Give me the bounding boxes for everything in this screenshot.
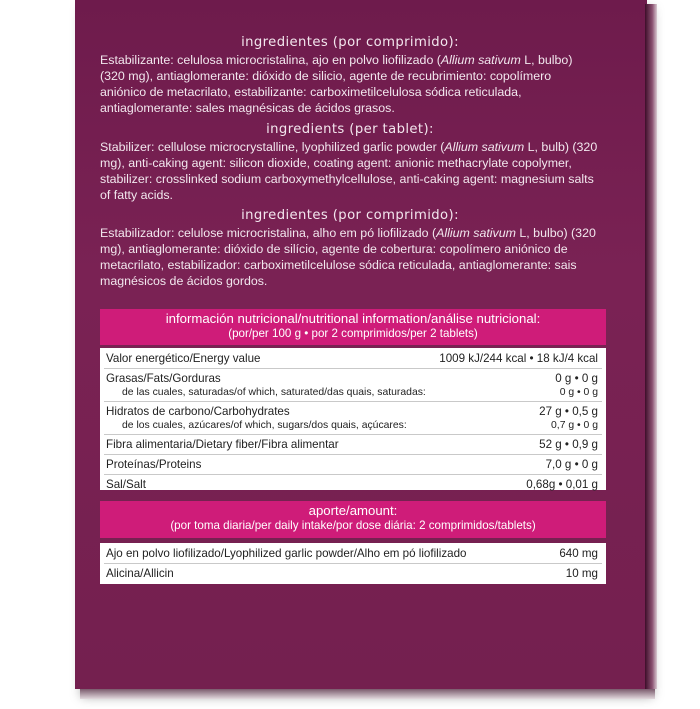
divider [104, 474, 602, 475]
amount-header [100, 501, 606, 538]
row-label: Fibra alimentaria/Dietary fiber/Fibra alimentar [106, 438, 339, 451]
row-value: 7,0 g • 0 g [545, 458, 598, 471]
table-row [100, 566, 606, 581]
nutrition-table [100, 348, 606, 490]
row-value: 0 g • 0 g [559, 387, 598, 398]
table-row [100, 386, 606, 399]
section-text [100, 52, 600, 116]
table-row [100, 351, 606, 366]
nutrition-title: información nutricional/nutritional information/análise nutricional: [165, 311, 541, 326]
text-post: L, bulbo) (320 mg), antiaglomerante: dióxido de silicio, agente de recubrimiento: copolímero aniónico de metacrilato, estabilizante: carboximetilcelulosa sódica reticulada, antiaglomerante: sales magnésicas de ácidos grasos. [100, 53, 573, 115]
text-pre: Estabilizador: celulose microcristalina, alho em pó liofilizado ( [100, 226, 437, 240]
nutrition-header [100, 309, 606, 345]
table-row [100, 404, 606, 419]
section-title: ingredients (per tablet): [266, 122, 434, 137]
divider [104, 368, 602, 369]
row-label: Hidratos de carbono/Carbohydrates [106, 405, 290, 418]
divider [104, 434, 602, 435]
row-label: Valor energético/Energy value [106, 352, 261, 365]
table-row [100, 437, 606, 452]
section-title: ingredientes (por comprimido): [241, 208, 459, 223]
species-name: Allium sativum [444, 140, 525, 154]
divider [104, 401, 602, 402]
amount-table [100, 543, 606, 584]
ingredients-en [100, 122, 600, 203]
ingredients-es [100, 35, 600, 116]
divider [104, 454, 602, 455]
row-value: 0,68g • 0,01 g [526, 478, 598, 491]
nutrition-subtitle: (por/per 100 g • por 2 comprimidos/per 2 tablets) [228, 327, 478, 340]
table-row [100, 419, 606, 432]
section-text [100, 225, 600, 289]
text-post: L, bulb) (320 mg), anti-caking agent: silicon dioxide, coating agent: anionic methacrylate copolymer, stabilizer: crosslinked sodium carboxymethylcellulose, anti-caking agent: magnesium salts of fatty acids. [100, 140, 598, 202]
ingredients-pt [100, 208, 600, 289]
row-value: 27 g • 0,5 g [539, 405, 598, 418]
row-value: 640 mg [559, 547, 598, 560]
box-bottom-edge [80, 689, 655, 699]
row-label: Ajo en polvo liofilizado/Lyophilized garlic powder/Alho em pó liofilizado [106, 547, 467, 560]
amount-subtitle: (por toma diaria/per daily intake/por dose diária: 2 comprimidos/tablets) [170, 519, 536, 532]
row-label: Proteínas/Proteins [106, 458, 202, 471]
table-row [100, 371, 606, 386]
divider [104, 563, 602, 564]
section-text [100, 139, 600, 203]
row-value: 1009 kJ/244 kcal • 18 kJ/4 kcal [439, 352, 598, 365]
table-row [100, 546, 606, 561]
row-value: 10 mg [565, 567, 598, 580]
text-post: L, bulbo) (320 mg), antiaglomerante: dióxido de silício, agente de cobertura: copolímero aniónico de metacrilato, estabilizador: carboximetilcelulose sódica reticulada, antiaglomerante: sais magnésicos de ácidos gordos. [100, 226, 596, 288]
text-pre: Stabilizer: cellulose microcrystalline, lyophilized garlic powder ( [100, 140, 445, 154]
section-title: ingredientes (por comprimido): [241, 35, 459, 50]
row-label: de los cuales, azúcares/of which, sugars/dos quais, açúcares: [122, 420, 407, 431]
row-label: de las cuales, saturadas/of which, saturated/das quais, saturadas: [122, 387, 426, 398]
row-value: 0,7 g • 0 g [551, 420, 598, 431]
amount-title: aporte/amount: [308, 503, 398, 518]
text-pre: Estabilizante: celulosa microcristalina, ajo en polvo liofilizado ( [100, 53, 441, 67]
row-label: Sal/Salt [106, 478, 146, 491]
row-value: 0 g • 0 g [555, 372, 598, 385]
row-label: Grasas/Fats/Gorduras [106, 372, 221, 385]
row-label: Alicina/Allicin [106, 567, 174, 580]
row-value: 52 g • 0,9 g [539, 438, 598, 451]
box-side-edge [645, 4, 657, 689]
table-row [100, 457, 606, 472]
table-row [100, 477, 606, 492]
species-name: Allium sativum [436, 226, 516, 240]
species-name: Allium sativum [440, 53, 521, 67]
